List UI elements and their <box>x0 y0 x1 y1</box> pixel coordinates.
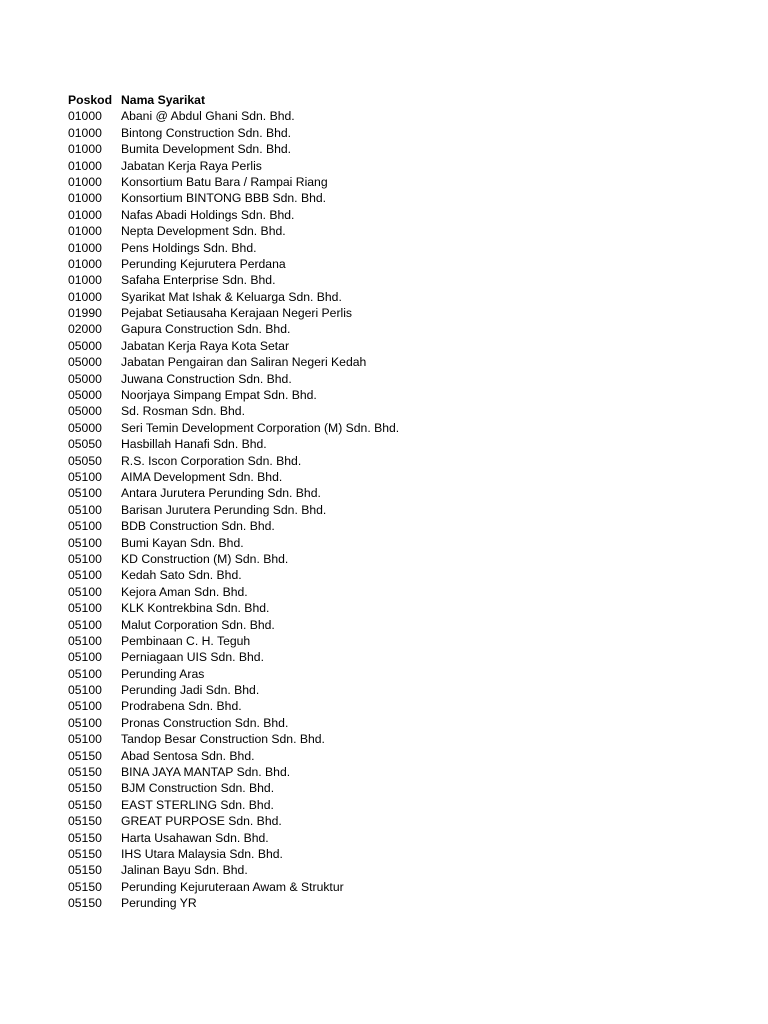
table-row <box>68 108 399 124</box>
table-row <box>68 682 399 698</box>
table-row <box>68 256 399 272</box>
nama-syarikat-cell: Jabatan Pengairan dan Saliran Negeri Kedah <box>121 355 367 370</box>
poskod-cell: 05100 <box>68 486 102 501</box>
poskod-cell: 05000 <box>68 388 102 403</box>
nama-syarikat-cell: KD Construction (M) Sdn. Bhd. <box>121 551 289 566</box>
poskod-cell: 05150 <box>68 846 102 861</box>
table-row <box>68 715 399 731</box>
poskod-cell: 01000 <box>68 240 102 255</box>
nama-syarikat-cell: Bumita Development Sdn. Bhd. <box>121 142 292 157</box>
nama-syarikat-cell: Prodrabena Sdn. Bhd. <box>121 699 242 714</box>
poskod-cell: 05000 <box>68 404 102 419</box>
poskod-cell: 05100 <box>68 551 102 566</box>
table-row <box>68 403 399 419</box>
table-row <box>68 371 399 387</box>
nama-syarikat-cell: IHS Utara Malaysia Sdn. Bhd. <box>121 846 283 861</box>
nama-syarikat-cell: AIMA Development Sdn. Bhd. <box>121 469 283 484</box>
poskod-cell: 05150 <box>68 748 102 763</box>
poskod-cell: 05100 <box>68 535 102 550</box>
table-row <box>68 190 399 206</box>
nama-syarikat-cell: BJM Construction Sdn. Bhd. <box>121 781 275 796</box>
poskod-cell: 01000 <box>68 289 102 304</box>
table-row <box>68 600 399 616</box>
poskod-cell: 01990 <box>68 306 102 321</box>
table-row <box>68 813 399 829</box>
nama-syarikat-cell: Konsortium Batu Bara / Rampai Riang <box>121 174 328 189</box>
header-nama-syarikat: Nama Syarikat <box>121 93 206 107</box>
nama-syarikat-cell: Perunding Kejuruteraan Awam & Struktur <box>121 879 344 894</box>
poskod-cell: 05100 <box>68 683 102 698</box>
table-row <box>68 584 399 600</box>
nama-syarikat-cell: Noorjaya Simpang Empat Sdn. Bhd. <box>121 388 317 403</box>
nama-syarikat-cell: Harta Usahawan Sdn. Bhd. <box>121 830 269 845</box>
poskod-cell: 01000 <box>68 224 102 239</box>
table-row <box>68 879 399 895</box>
table-row <box>68 207 399 223</box>
table-row <box>68 567 399 583</box>
poskod-cell: 05000 <box>68 355 102 370</box>
table-row <box>68 551 399 567</box>
poskod-cell: 05150 <box>68 830 102 845</box>
poskod-cell: 05000 <box>68 338 102 353</box>
table-header <box>68 92 399 108</box>
poskod-cell: 05100 <box>68 502 102 517</box>
table-row <box>68 502 399 518</box>
nama-syarikat-cell: Bumi Kayan Sdn. Bhd. <box>121 535 244 550</box>
nama-syarikat-cell: Gapura Construction Sdn. Bhd. <box>121 322 291 337</box>
table-row <box>68 240 399 256</box>
table-row <box>68 387 399 403</box>
table-row <box>68 223 399 239</box>
poskod-cell: 01000 <box>68 125 102 140</box>
poskod-cell: 05100 <box>68 469 102 484</box>
table-row <box>68 321 399 337</box>
poskod-cell: 05100 <box>68 650 102 665</box>
table-row <box>68 535 399 551</box>
poskod-cell: 05000 <box>68 371 102 386</box>
nama-syarikat-cell: Juwana Construction Sdn. Bhd. <box>121 371 292 386</box>
nama-syarikat-cell: Kedah Sato Sdn. Bhd. <box>121 568 242 583</box>
table-row <box>68 895 399 911</box>
table-row <box>68 846 399 862</box>
nama-syarikat-cell: Perunding Kejurutera Perdana <box>121 256 286 271</box>
company-list <box>68 92 399 912</box>
poskod-cell: 01000 <box>68 207 102 222</box>
poskod-cell: 05100 <box>68 699 102 714</box>
table-row <box>68 338 399 354</box>
table-row <box>68 731 399 747</box>
nama-syarikat-cell: Jabatan Kerja Raya Kota Setar <box>121 338 290 353</box>
nama-syarikat-cell: Jabatan Kerja Raya Perlis <box>121 158 262 173</box>
nama-syarikat-cell: Nafas Abadi Holdings Sdn. Bhd. <box>121 207 295 222</box>
nama-syarikat-cell: Antara Jurutera Perunding Sdn. Bhd. <box>121 486 321 501</box>
nama-syarikat-cell: Perunding Jadi Sdn. Bhd. <box>121 683 260 698</box>
poskod-cell: 05100 <box>68 732 102 747</box>
poskod-cell: 05150 <box>68 863 102 878</box>
poskod-cell: 05150 <box>68 765 102 780</box>
nama-syarikat-cell: R.S. Iscon Corporation Sdn. Bhd. <box>121 453 302 468</box>
table-row <box>68 666 399 682</box>
poskod-cell: 05100 <box>68 519 102 534</box>
poskod-cell: 05100 <box>68 584 102 599</box>
poskod-cell: 05100 <box>68 715 102 730</box>
poskod-cell: 01000 <box>68 256 102 271</box>
nama-syarikat-cell: Kejora Aman Sdn. Bhd. <box>121 584 248 599</box>
poskod-cell: 05100 <box>68 633 102 648</box>
poskod-cell: 05150 <box>68 797 102 812</box>
table-row <box>68 748 399 764</box>
table-row <box>68 354 399 370</box>
nama-syarikat-cell: KLK Kontrekbina Sdn. Bhd. <box>121 601 270 616</box>
poskod-cell: 05150 <box>68 879 102 894</box>
table-row <box>68 617 399 633</box>
table-row <box>68 649 399 665</box>
table-row <box>68 453 399 469</box>
poskod-cell: 01000 <box>68 174 102 189</box>
table-row <box>68 436 399 452</box>
table-row <box>68 272 399 288</box>
poskod-cell: 01000 <box>68 191 102 206</box>
poskod-cell: 01000 <box>68 158 102 173</box>
nama-syarikat-cell: Abani @ Abdul Ghani Sdn. Bhd. <box>121 109 295 124</box>
nama-syarikat-cell: Bintong Construction Sdn. Bhd. <box>121 125 292 140</box>
nama-syarikat-cell: Pronas Construction Sdn. Bhd. <box>121 715 289 730</box>
table-row <box>68 698 399 714</box>
poskod-cell: 01000 <box>68 273 102 288</box>
poskod-cell: 05150 <box>68 896 102 911</box>
poskod-cell: 01000 <box>68 109 102 124</box>
nama-syarikat-cell: Sd. Rosman Sdn. Bhd. <box>121 404 245 419</box>
nama-syarikat-cell: Syarikat Mat Ishak & Keluarga Sdn. Bhd. <box>121 289 342 304</box>
poskod-cell: 05100 <box>68 601 102 616</box>
nama-syarikat-cell: Tandop Besar Construction Sdn. Bhd. <box>121 732 325 747</box>
header-poskod: Poskod <box>68 93 113 107</box>
table-row <box>68 305 399 321</box>
table-row <box>68 780 399 796</box>
poskod-cell: 01000 <box>68 142 102 157</box>
nama-syarikat-cell: BINA JAYA MANTAP Sdn. Bhd. <box>121 765 291 780</box>
table-row <box>68 469 399 485</box>
table-row <box>68 830 399 846</box>
poskod-cell: 05100 <box>68 617 102 632</box>
table-row <box>68 764 399 780</box>
poskod-cell: 05100 <box>68 666 102 681</box>
nama-syarikat-cell: EAST STERLING Sdn. Bhd. <box>121 797 274 812</box>
nama-syarikat-cell: Perniagaan UIS Sdn. Bhd. <box>121 650 264 665</box>
nama-syarikat-cell: Perunding Aras <box>121 666 205 681</box>
nama-syarikat-cell: Safaha Enterprise Sdn. Bhd. <box>121 273 276 288</box>
poskod-cell: 05050 <box>68 437 102 452</box>
nama-syarikat-cell: Barisan Jurutera Perunding Sdn. Bhd. <box>121 502 327 517</box>
nama-syarikat-cell: Abad Sentosa Sdn. Bhd. <box>121 748 255 763</box>
nama-syarikat-cell: Nepta Development Sdn. Bhd. <box>121 224 286 239</box>
table-body <box>68 108 399 911</box>
table-row <box>68 420 399 436</box>
poskod-cell: 02000 <box>68 322 102 337</box>
poskod-cell: 05100 <box>68 568 102 583</box>
nama-syarikat-cell: Malut Corporation Sdn. Bhd. <box>121 617 275 632</box>
table-row <box>68 862 399 878</box>
table-row <box>68 797 399 813</box>
table-row <box>68 141 399 157</box>
table-row <box>68 518 399 534</box>
poskod-cell: 05050 <box>68 453 102 468</box>
nama-syarikat-cell: Perunding YR <box>121 896 197 911</box>
nama-syarikat-cell: Seri Temin Development Corporation (M) Sdn. Bhd. <box>121 420 400 435</box>
nama-syarikat-cell: BDB Construction Sdn. Bhd. <box>121 519 275 534</box>
nama-syarikat-cell: Hasbillah Hanafi Sdn. Bhd. <box>121 437 267 452</box>
table-row <box>68 289 399 305</box>
table-row <box>68 485 399 501</box>
poskod-cell: 05150 <box>68 781 102 796</box>
table-row <box>68 174 399 190</box>
table-row <box>68 125 399 141</box>
poskod-cell: 05000 <box>68 420 102 435</box>
table-row <box>68 158 399 174</box>
table-row <box>68 633 399 649</box>
nama-syarikat-cell: Jalinan Bayu Sdn. Bhd. <box>121 863 248 878</box>
poskod-cell: 05150 <box>68 814 102 829</box>
nama-syarikat-cell: Konsortium BINTONG BBB Sdn. Bhd. <box>121 191 327 206</box>
nama-syarikat-cell: Pembinaan C. H. Teguh <box>121 633 251 648</box>
nama-syarikat-cell: Pens Holdings Sdn. Bhd. <box>121 240 257 255</box>
nama-syarikat-cell: Pejabat Setiausaha Kerajaan Negeri Perlis <box>121 306 353 321</box>
nama-syarikat-cell: GREAT PURPOSE Sdn. Bhd. <box>121 814 282 829</box>
